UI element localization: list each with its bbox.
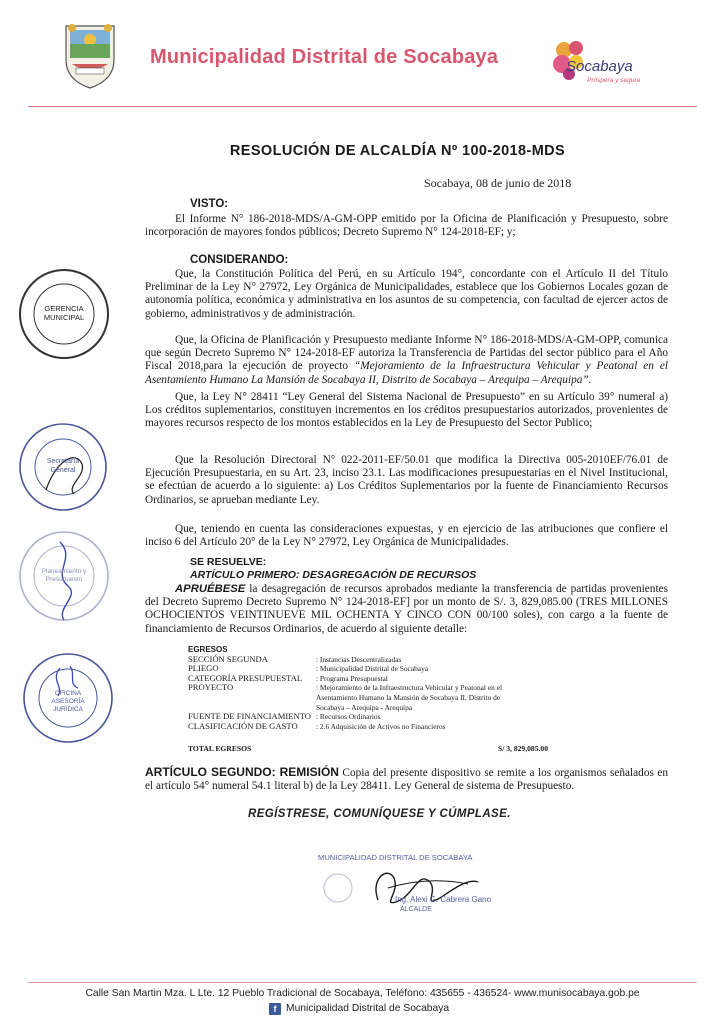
considerando-paragraph: Que, la Ley N° 28411 “Ley General del Sistema Nacional de Presupuesto” en su Artículo 39° numeral a) Los créditos suplementarios, constituyen incrementos en los créditos presupuestarios autorizados, provenientes de mayores recursos respecto de los montos establecidos en la Ley de Presupuesto del Sector Publico; (145, 391, 668, 430)
considerando-paragraph (145, 334, 668, 387)
egresos-label: CLASIFICACIÓN DE GASTO (188, 720, 298, 731)
closing-formula: REGÍSTRESE, COMUNÍQUESE Y CÚMPLASE. (248, 808, 511, 820)
brand-name: Socabaya (566, 58, 633, 75)
egresos-row (188, 722, 608, 732)
facebook-page-label: Municipalidad Distrital de Socabaya (286, 1003, 450, 1014)
egresos-label: PLIEGO (188, 663, 219, 674)
secretaria-general-stamp-icon (16, 420, 110, 514)
signer-role: ALCALDE (400, 906, 432, 913)
footer-address: Calle San Martin Mza. L Lte. 12 Pueblo Tradicional de Socabaya, Teléfono: 435655 - 436524- www.munisocabaya.gob.pe (85, 988, 640, 999)
article-one-heading: ARTÍCULO PRIMERO: DESAGREGACIÓN DE RECURSOS (190, 569, 477, 581)
considerando-paragraph: Que, la Constitución Política del Perú, en su Artículo 194°, concordante con el Artículo II del Título Preliminar de la Ley N° 27972, Ley Orgánica de Municipalidades, establece que los Gobiernos Locales gozan de autonomía política, económica y administrativa en los asuntos de su competencia, con facultad de ejercer actos de gobierno, administrativos y de administración. (145, 268, 668, 320)
stamp-center-text: Planeamiento y Presupuesto (41, 568, 87, 583)
egresos-table (188, 645, 608, 731)
egresos-label: PROYECTO (188, 682, 234, 693)
document-date: Socabaya, 08 de junio de 2018 (424, 176, 572, 190)
egresos-label: CATEGORÍA PRESUPUESTAL (188, 672, 303, 683)
apruebese-keyword: APRUÉBESE (175, 583, 246, 595)
egresos-value: : Municipalidad Distrital de Socabaya (316, 664, 429, 674)
signature-stamp-text: MUNICIPALIDAD DISTRITAL DE SOCABAYA (318, 853, 473, 862)
resolution-title: RESOLUCIÓN DE ALCALDÍA Nº 100-2018-MDS (229, 143, 566, 159)
egresos-value: : Mejoramiento de la Infraestructura Vehicular y Peatonal en el Asentamiento Humano la Mansión de Socabaya II, Distrito de Socabaya – Arequipa - Arequipa (316, 683, 502, 712)
paragraph-text: Que, la Oficina de Planificación y Presupuesto mediante Informe N° 186-2018-MDS/A-GM-OPP, comunica que según Decreto Supremo N° 124-2018-EF autoriza la Transferencia de Partidas del sector público para el Año Fiscal 2018,para la ejecución de proyecto (145, 334, 668, 373)
egresos-value: : Instancias Descentralizadas (316, 654, 402, 664)
considerando-paragraph: Que, teniendo en cuenta las consideraciones expuestas, y en ejercicio de las atribuciones que confiere el inciso 6 del Artículo 20° de la Ley N° 27972, Ley Orgánica de Municipalidades. (145, 523, 668, 549)
total-label: TOTAL EGRESOS (188, 744, 252, 753)
egresos-row (188, 674, 608, 684)
egresos-row (188, 655, 608, 665)
asesoria-juridica-stamp-icon (20, 650, 116, 746)
article-one-text: la desagregación de recursos aprobados mediante la transferencia de partidas provenientes del Decreto Supremo Decreto Supremo N° 124-2018-EF] por un monto de S/. 3, 829,085.00 (TRES MILLONES OCHOCIENTOS VEINTINUEVE MIL OCHENTA Y CINCO CON 00/100 soles), con cargo a la fuente de financiamiento de Recursos Ordinarios, de acuerdo al siguiente detalle: (145, 583, 668, 635)
signer-name: Ing. Alexi G. Cabrera Gano (395, 895, 492, 904)
municipal-coat-of-arms-icon (58, 20, 122, 90)
egresos-row (188, 683, 608, 712)
egresos-title: EGRESOS (188, 645, 228, 654)
footer-divider (28, 982, 697, 983)
article-two-text: Copia del presente dispositivo se remite a los organismos señalados en el artículo 54° numeral 54.1 literal b) de la Ley 28411. Ley General de sistema de Presupuesto. (145, 767, 668, 793)
visto-paragraph: El Informe N° 186-2018-MDS/A-GM-OPP emitido por la Oficina de Planificación y Presupuesto, sobre incorporación de mayores fondos públicos; Decreto Supremo N° 124-2018-EF; y; (145, 213, 668, 239)
article-one-paragraph (145, 583, 668, 636)
visto-heading: VISTO: (190, 198, 229, 210)
facebook-icon: f (269, 1003, 281, 1015)
planificacion-stamp-icon (16, 528, 112, 624)
brand-tagline: Próspera y segura (587, 77, 641, 84)
considerando-paragraph: Que la Resolución Directoral N° 022-2011-EF/50.01 que modifica la Directiva 005-2010EF/76.01 de Ejecución Presupuestaria, en su Art. 23, inciso 23.1. Las modificaciones presupuestarias en el Nivel Institucional, se efectúan de acuerdo a lo siguiente: a) Los Créditos Suplementarios por la fuente de Financiamiento Recursos Ordinarios, se aprueban mediante Ley. (145, 454, 668, 506)
egresos-value: : 2.6 Adquisición de Activos no Financieros (316, 721, 446, 731)
egresos-value: : Recursos Ordinarios (316, 712, 381, 722)
egresos-value: : Programa Presupuestal (316, 673, 388, 683)
total-value: S/ 3, 829,085.00 (498, 744, 548, 753)
municipality-title: Municipalidad Distrital de Socabaya (150, 46, 499, 68)
article-two-heading: ARTÍCULO SEGUNDO: REMISIÓN (145, 765, 339, 779)
header-divider (28, 106, 697, 107)
project-name: “Mejoramiento de la Infraestructura Vehicular y Peatonal en el Asentamiento Humano La Mansión de Socabaya II, Distrito de Socabaya – Arequipa – Arequipa”. (145, 360, 668, 386)
stamp-center-text: GERENCIA MUNICIPAL (43, 304, 85, 322)
article-two-paragraph (145, 766, 668, 793)
stamp-center-text: OFICINA ASESORÍA JURÍDICA (51, 690, 85, 713)
considerando-heading: CONSIDERANDO: (190, 254, 289, 266)
se-resuelve-heading: SE RESUELVE: (190, 556, 267, 568)
egresos-label: SECCIÓN SEGUNDA (188, 653, 268, 664)
stamp-center-text: Secretaría General (46, 458, 80, 474)
gerencia-municipal-stamp-icon (16, 266, 112, 362)
egresos-label: FUENTE DE FINANCIAMIENTO (188, 711, 312, 722)
